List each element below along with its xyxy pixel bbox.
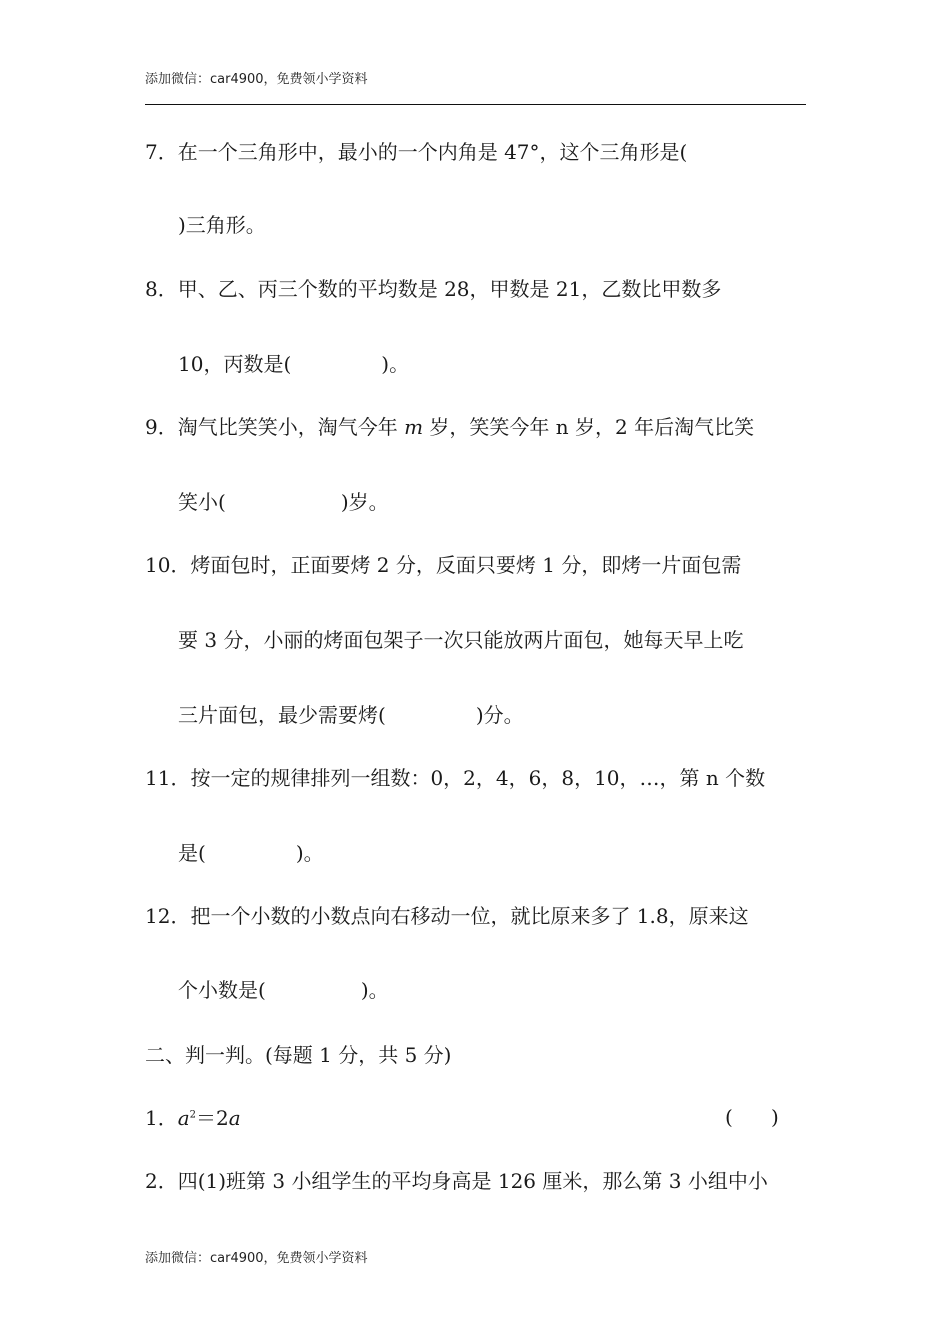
judge-1-answer-paren[interactable]: ( ) <box>725 1105 779 1129</box>
variable-m: m <box>404 415 424 439</box>
question-8-line-2 <box>178 351 409 377</box>
question-10-text-end: )分。 <box>475 703 524 727</box>
header-divider <box>145 104 806 105</box>
question-9-text-2: 笑小( <box>178 490 226 514</box>
question-9-text-cont: 岁，笑笑今年 n 岁，2 年后淘气比笑 <box>423 415 755 439</box>
question-11-line-1: 11．按一定的规律排列一组数：0，2，4，6，8，10，…，第 n 个数 <box>145 766 766 790</box>
question-9-text: 9．淘气比笑笑小，淘气今年 <box>145 415 405 439</box>
question-9-line-1 <box>145 414 754 440</box>
judge-2-line-1: 2．四(1)班第 3 小组学生的平均身高是 126 厘米，那么第 3 小组中小 <box>145 1169 768 1193</box>
question-8-text: 10，丙数是( <box>178 352 292 376</box>
question-10-line-2: 要 3 分，小丽的烤面包架子一次只能放两片面包，她每天早上吃 <box>178 628 744 652</box>
judge-1 <box>145 1105 241 1131</box>
variable-a-2: a <box>228 1106 241 1130</box>
question-12-text-end: )。 <box>360 978 389 1002</box>
question-12-line-2 <box>178 977 389 1003</box>
page-header: 添加微信：car4900，免费领小学资料 <box>145 72 368 87</box>
question-10-line-3 <box>178 702 524 728</box>
question-7-line-2: )三角形。 <box>178 213 266 237</box>
question-8-line-1: 8．甲、乙、丙三个数的平均数是 28，甲数是 21，乙数比甲数多 <box>145 277 722 301</box>
question-11-line-2 <box>178 840 324 866</box>
equation-rhs: ＝2 <box>196 1106 229 1130</box>
judge-1-number: 1． <box>145 1106 178 1130</box>
question-11-text-end: )。 <box>295 841 324 865</box>
question-7-line-1: 7．在一个三角形中，最小的一个内角是 47°，这个三角形是( <box>145 140 688 164</box>
question-10-line-1: 10．烤面包时，正面要烤 2 分，反面只要烤 1 分，即烤一片面包需 <box>145 553 742 577</box>
question-9-text-end: )岁。 <box>340 490 389 514</box>
question-9-line-2 <box>178 489 389 515</box>
question-10-text: 三片面包，最少需要烤( <box>178 703 386 727</box>
page-footer: 添加微信：car4900，免费领小学资料 <box>145 1251 368 1266</box>
exponent: 2 <box>189 1109 197 1121</box>
question-8-text-end: )。 <box>381 352 410 376</box>
question-12-text: 个小数是( <box>178 978 266 1002</box>
section-2-title: 二、判一判。(每题 1 分，共 5 分) <box>145 1043 452 1067</box>
question-11-text: 是( <box>178 841 206 865</box>
question-12-line-1: 12．把一个小数的小数点向右移动一位，就比原来多了 1.8，原来这 <box>145 904 749 928</box>
variable-a: a <box>177 1106 190 1130</box>
